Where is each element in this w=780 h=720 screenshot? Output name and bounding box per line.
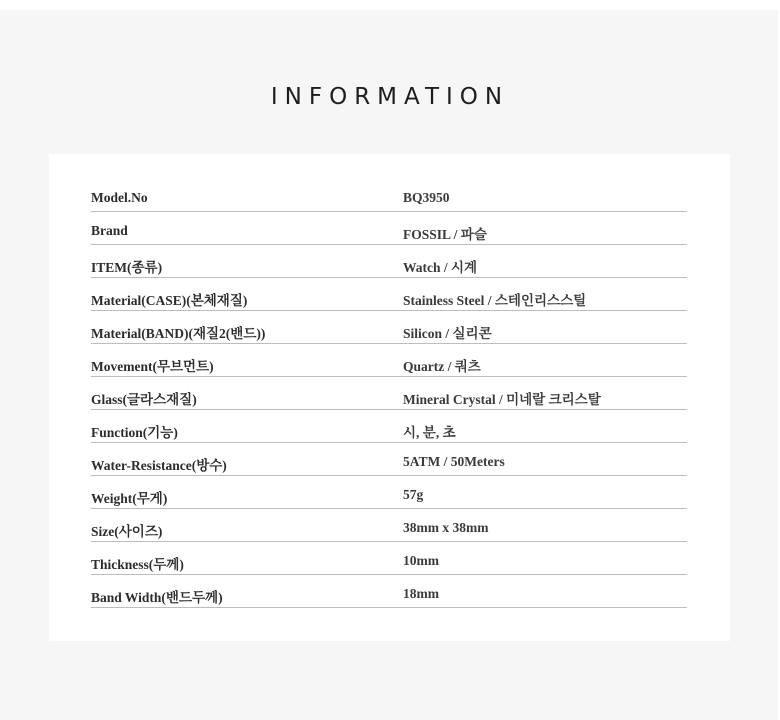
spec-value: Quartz / 쿼츠 xyxy=(403,359,481,374)
spec-value: Silicon / 실리콘 xyxy=(403,326,492,341)
page-title: INFORMATION xyxy=(270,84,510,110)
spec-value: FOSSIL / 파슬 xyxy=(403,227,487,242)
table-row xyxy=(91,179,687,212)
table-row xyxy=(91,443,687,476)
spec-card xyxy=(49,154,730,641)
table-row xyxy=(91,509,687,542)
spec-value: Mineral Crystal / 미네랄 크리스탈 xyxy=(403,392,601,407)
table-row xyxy=(91,311,687,344)
spec-label: Movement(무브먼트) xyxy=(91,359,214,374)
table-row xyxy=(91,278,687,311)
spec-label: Material(CASE)(본체재질) xyxy=(91,293,248,308)
table-row xyxy=(91,212,687,245)
spec-label: Material(BAND)(재질2(밴드)) xyxy=(91,326,266,341)
table-row xyxy=(91,344,687,377)
spec-label: ITEM(종류) xyxy=(91,260,163,275)
spec-label: Glass(글라스재질) xyxy=(91,392,197,407)
spec-value: 18mm xyxy=(403,586,439,601)
table-row xyxy=(91,476,687,509)
spec-value: BQ3950 xyxy=(403,190,450,205)
spec-label: Function(기능) xyxy=(91,425,178,440)
table-row xyxy=(91,410,687,443)
table-row xyxy=(91,245,687,278)
spec-value: 시, 분, 초 xyxy=(403,425,456,440)
spec-label: Weight(무게) xyxy=(91,491,168,506)
spec-table xyxy=(91,179,687,608)
spec-value: 5ATM / 50Meters xyxy=(403,454,505,469)
spec-value: 10mm xyxy=(403,553,439,568)
spec-label: Size(사이즈) xyxy=(91,524,163,539)
spec-label: Thickness(두께) xyxy=(91,557,184,572)
spec-value: 38mm x 38mm xyxy=(403,520,489,535)
table-row xyxy=(91,542,687,575)
spec-value: Stainless Steel / 스테인리스스틸 xyxy=(403,293,587,308)
spec-label: Model.No xyxy=(91,190,148,205)
table-row xyxy=(91,377,687,410)
spec-value: 57g xyxy=(403,487,424,502)
table-row xyxy=(91,575,687,608)
spec-label: Brand xyxy=(91,223,128,238)
spec-value: Watch / 시계 xyxy=(403,260,478,275)
spec-label: Band Width(밴드두께) xyxy=(91,590,223,605)
spec-label: Water-Resistance(방수) xyxy=(91,458,227,473)
